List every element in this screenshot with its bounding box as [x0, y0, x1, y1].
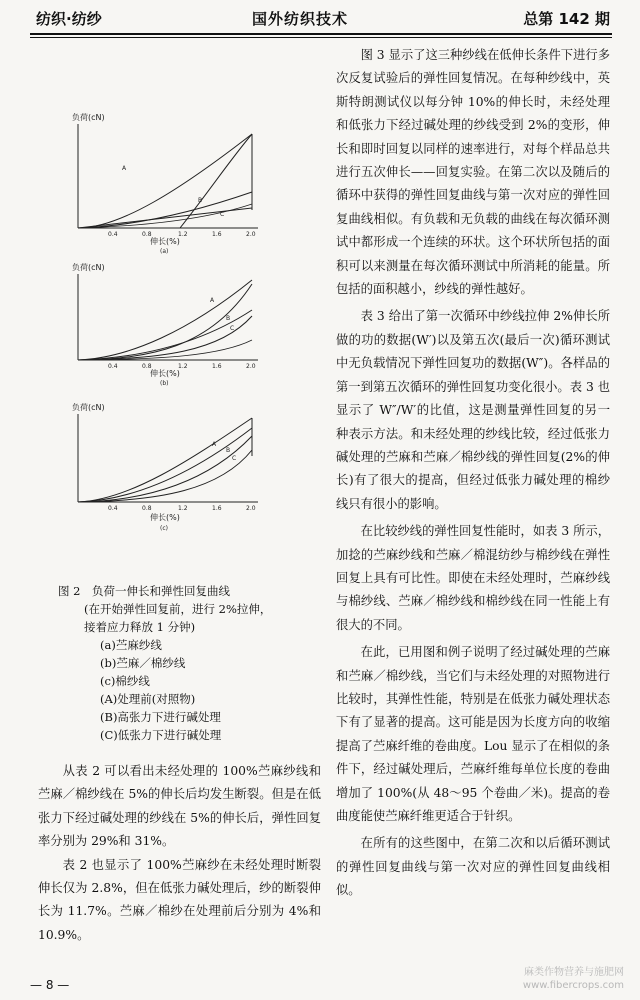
- tick-label: 0.8: [142, 363, 152, 370]
- paragraph: 从表 2 可以看出未经处理的 100%苎麻纱线和苎麻／棉纱线在 5%的伸长后均发生断裂。但是在低张力下经过碱处理的纱线在 5%的伸长后，弹性回复率分别为 29%和 31%。: [38, 764, 321, 849]
- paragraph: 表 2 也显示了 100%苎麻纱在未经处理时断裂伸长仅为 2.8%，但在低张力碱处理后，纱的断裂伸长为 11.7%。苎麻／棉纱在处理前后分别为 4%和 10.9%。: [38, 857, 321, 942]
- tick-label: 2.0: [246, 363, 256, 370]
- tick-label: 1.6: [212, 505, 222, 512]
- curve-label-c: C: [232, 455, 237, 462]
- caption-line: (在开始弹性回复前，进行 2%拉伸，: [84, 602, 272, 616]
- tick-label: 0.4: [108, 231, 118, 238]
- caption-item: (a)苎麻纱线: [100, 638, 162, 652]
- curve-label-a: A: [212, 441, 217, 448]
- panel-label: (a): [160, 248, 169, 255]
- caption-item: (B)高张力下进行碱处理: [100, 710, 221, 724]
- watermark: [523, 966, 624, 992]
- caption-title: 图 2 负荷一伸长和弹性回复曲线: [58, 584, 230, 598]
- curve-label-c: C: [230, 325, 235, 332]
- section-label: 纺织·纺纱: [36, 10, 102, 28]
- paragraph: 在所有的这些图中，在第二次和以后循环测试的弹性回复曲线与第一次对应的弹性回复曲线相似。: [336, 836, 610, 898]
- paragraph: 表 3 给出了第一次循环中纱线拉伸 2%伸长所做的功的数据(W′)以及第五次(最后一次)循环测试中无负载情况下弹性回复功的数据(W″)。各样品的第一到第五次循环的弹性回复功变化很小。表 3 也显示了 W″/W′的比值，这是测量弹性回复的另一种表示方法。和未经处理的纱线比较，经过低张力碱处理的苎麻和苎麻／棉纱线的弹性回复(2%的伸长)有了很大的提高，但经过低张力碱处理的棉纱线只有很小的影响。: [336, 309, 610, 511]
- page-number: — 8 —: [30, 978, 70, 992]
- figure-panel-a: [60, 110, 290, 260]
- tick-label: 0.4: [108, 505, 118, 512]
- figure-caption: [58, 582, 328, 744]
- right-column-text: [336, 44, 610, 907]
- watermark-line: www.fibercrops.com: [522, 980, 624, 991]
- curve-label-c: C: [220, 211, 225, 218]
- paragraph: 在此，已用图和例子说明了经过碱处理的苎麻和苎麻／棉纱线，当它们与未经处理的对照物进行比较时，其弹性性能，特别是在低张力碱处理状态下有了显著的提高。这可能是因为长度方向的收缩提高了苎麻纤维的卷曲度。Lou 显示了在相似的条件下，经过碱处理后，苎麻纤维每单位长度的卷曲增加了 100%(从 48～95 个卷曲／米)。提高的卷曲度能使苎麻纤维更适合于针织。: [336, 645, 610, 823]
- tick-label: 1.6: [212, 363, 222, 370]
- tick-label: 1.2: [178, 231, 188, 238]
- paragraph: 图 3 显示了这三种纱线在低伸长条件下进行多次反复试验后的弹性回复情况。在每种纱线中，英斯特朗测试仪以每分钟 10%的伸长时，未经处理和低张力下经过碱处理的纱线受到 2%的变形，伸长和即时回复以同样的速率进行，对每个样品总共进行五次伸长——回复实验。在第二次以及随后的循环中获得的弹性回复曲线与第一次对应的弹性回复曲线相似。有负载和无负载的曲线在每次循环测试中都形成一个连续的环状。这个环状所包括的面积可以来测量在每次循环测试中所消耗的能量。所包括的面积越小，纱线的弹性越好。: [336, 48, 610, 297]
- y-axis-label: 负荷(cN): [72, 113, 105, 122]
- x-axis-label: 伸长(%): [150, 513, 180, 522]
- tick-label: 1.2: [178, 505, 188, 512]
- x-axis-label: 伸长(%): [150, 369, 180, 378]
- left-column-text: [38, 760, 321, 947]
- figure-panel-c: [60, 400, 290, 550]
- tick-label: 2.0: [246, 231, 256, 238]
- tick-label: 0.4: [108, 363, 118, 370]
- watermark-line: 麻类作物营养与施肥网: [524, 967, 624, 978]
- curve-label-b: B: [226, 315, 231, 322]
- header-rule-thin: [30, 37, 612, 38]
- y-axis-label: 负荷(cN): [72, 403, 105, 412]
- figure-panel-b: [60, 260, 290, 410]
- y-axis-label: 负荷(cN): [72, 263, 105, 272]
- curve-label-b: B: [226, 447, 231, 454]
- caption-item: (C)低张力下进行碱处理: [100, 728, 222, 742]
- caption-item: (c)棉纱线: [100, 674, 150, 688]
- issue-number: 总第 142 期: [523, 10, 610, 28]
- caption-item: (A)处理前(对照物): [100, 692, 196, 706]
- x-axis-label: 伸长(%): [150, 237, 180, 246]
- journal-title: 国外纺织技术: [252, 10, 349, 28]
- header-rule: [30, 33, 612, 35]
- caption-item: (b)苎麻／棉纱线: [100, 656, 186, 670]
- panel-label: (c): [160, 525, 168, 532]
- tick-label: 1.6: [212, 231, 222, 238]
- tick-label: 0.8: [142, 505, 152, 512]
- page-header: [0, 0, 640, 34]
- tick-label: 1.2: [178, 363, 188, 370]
- paragraph: 在比较纱线的弹性回复性能时，如表 3 所示，加捻的苎麻纱线和苎麻／棉混纺纱与棉纱线在弹性回复上具有可比性。即使在未经处理时，苎麻纱线与棉纱线、苎麻／棉纱线和棉纱线在同一性能上有很大的不同。: [336, 524, 610, 632]
- panel-label: (b): [160, 380, 169, 387]
- curve-label-a: A: [122, 165, 127, 172]
- tick-label: 0.8: [142, 231, 152, 238]
- tick-label: 2.0: [246, 505, 256, 512]
- curve-label-b: B: [198, 197, 203, 204]
- caption-line: 接着应力释放 1 分钟): [84, 620, 196, 634]
- curve-label-a: A: [210, 297, 215, 304]
